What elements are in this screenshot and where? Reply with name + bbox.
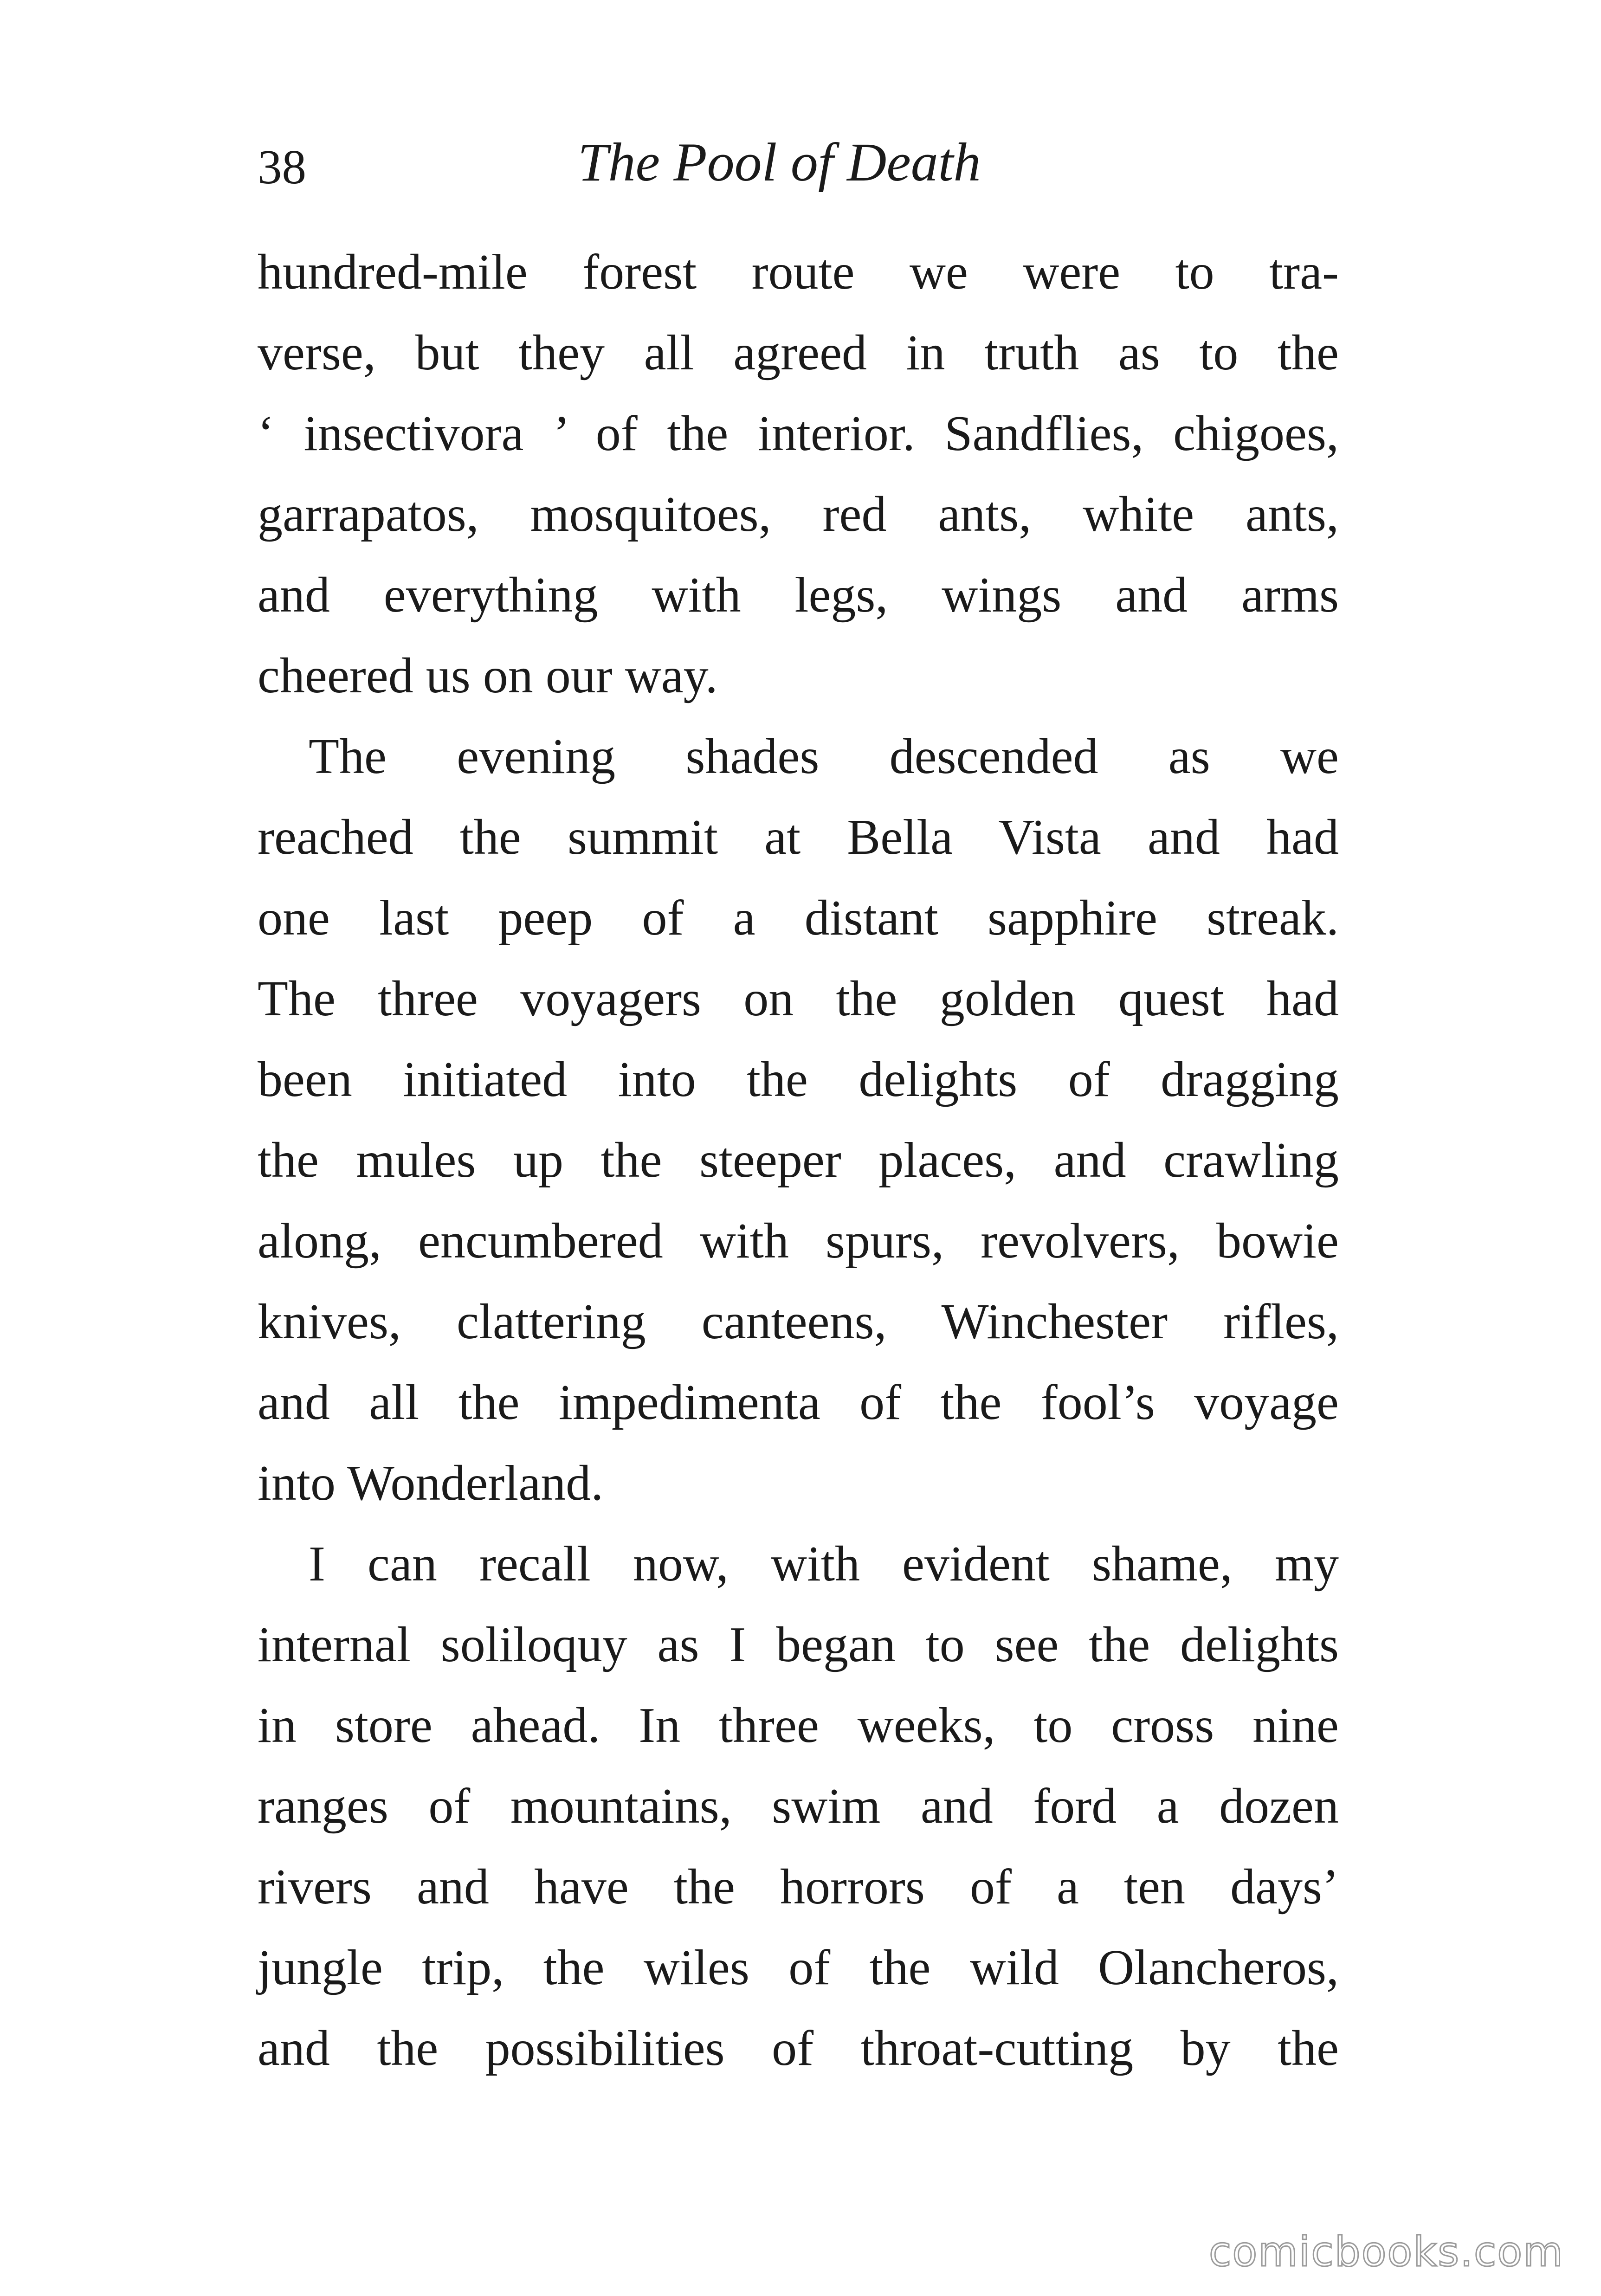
- text-line: garrapatos, mosquitoes, red ants, white ants,: [258, 487, 1339, 542]
- text-line: along, encumbered with spurs, revolvers, bowie: [258, 1213, 1339, 1269]
- running-head: [258, 132, 1339, 202]
- text-line: and everything with legs, wings and arms: [258, 568, 1339, 623]
- body-text: [258, 232, 1339, 2089]
- text-line: one last peep of a distant sapphire streak.: [258, 890, 1339, 946]
- text-line: The evening shades descended as we: [309, 729, 1339, 784]
- text-line: ranges of mountains, swim and ford a dozen: [258, 1779, 1339, 1834]
- text-line: cheered us on our way.: [258, 648, 718, 703]
- text-line: internal soliloquy as I began to see the delights: [258, 1617, 1339, 1672]
- text-line: into Wonderland.: [258, 1456, 604, 1511]
- text-line: jungle trip, the wiles of the wild Olancheros,: [258, 1940, 1339, 1995]
- page-number: 38: [258, 140, 306, 194]
- text-line: knives, clattering canteens, Winchester rifles,: [258, 1294, 1339, 1349]
- text-line: ‘ insectivora ’ of the interior. Sandflies, chigoes,: [258, 406, 1339, 461]
- text-line: rivers and have the horrors of a ten days’: [258, 1859, 1339, 1915]
- text-line: and all the impedimenta of the fool’s voyage: [258, 1375, 1339, 1430]
- text-line: The three voyagers on the golden quest had: [258, 971, 1339, 1026]
- text-line: verse, but they all agreed in truth as to the: [258, 325, 1339, 381]
- watermark-logo: comicbooks.com: [1208, 2228, 1564, 2276]
- text-line: the mules up the steeper places, and crawling: [258, 1133, 1339, 1188]
- text-line: in store ahead. In three weeks, to cross nine: [258, 1698, 1339, 1753]
- text-line: been initiated into the delights of dragging: [258, 1052, 1339, 1107]
- text-line: I can recall now, with evident shame, my: [309, 1536, 1339, 1592]
- running-title: The Pool of Death: [578, 132, 981, 193]
- text-line: hundred-mile forest route we were to tra-: [258, 245, 1339, 300]
- text-line: and the possibilities of throat-cutting by the: [258, 2021, 1339, 2076]
- text-line: reached the summit at Bella Vista and had: [258, 810, 1339, 865]
